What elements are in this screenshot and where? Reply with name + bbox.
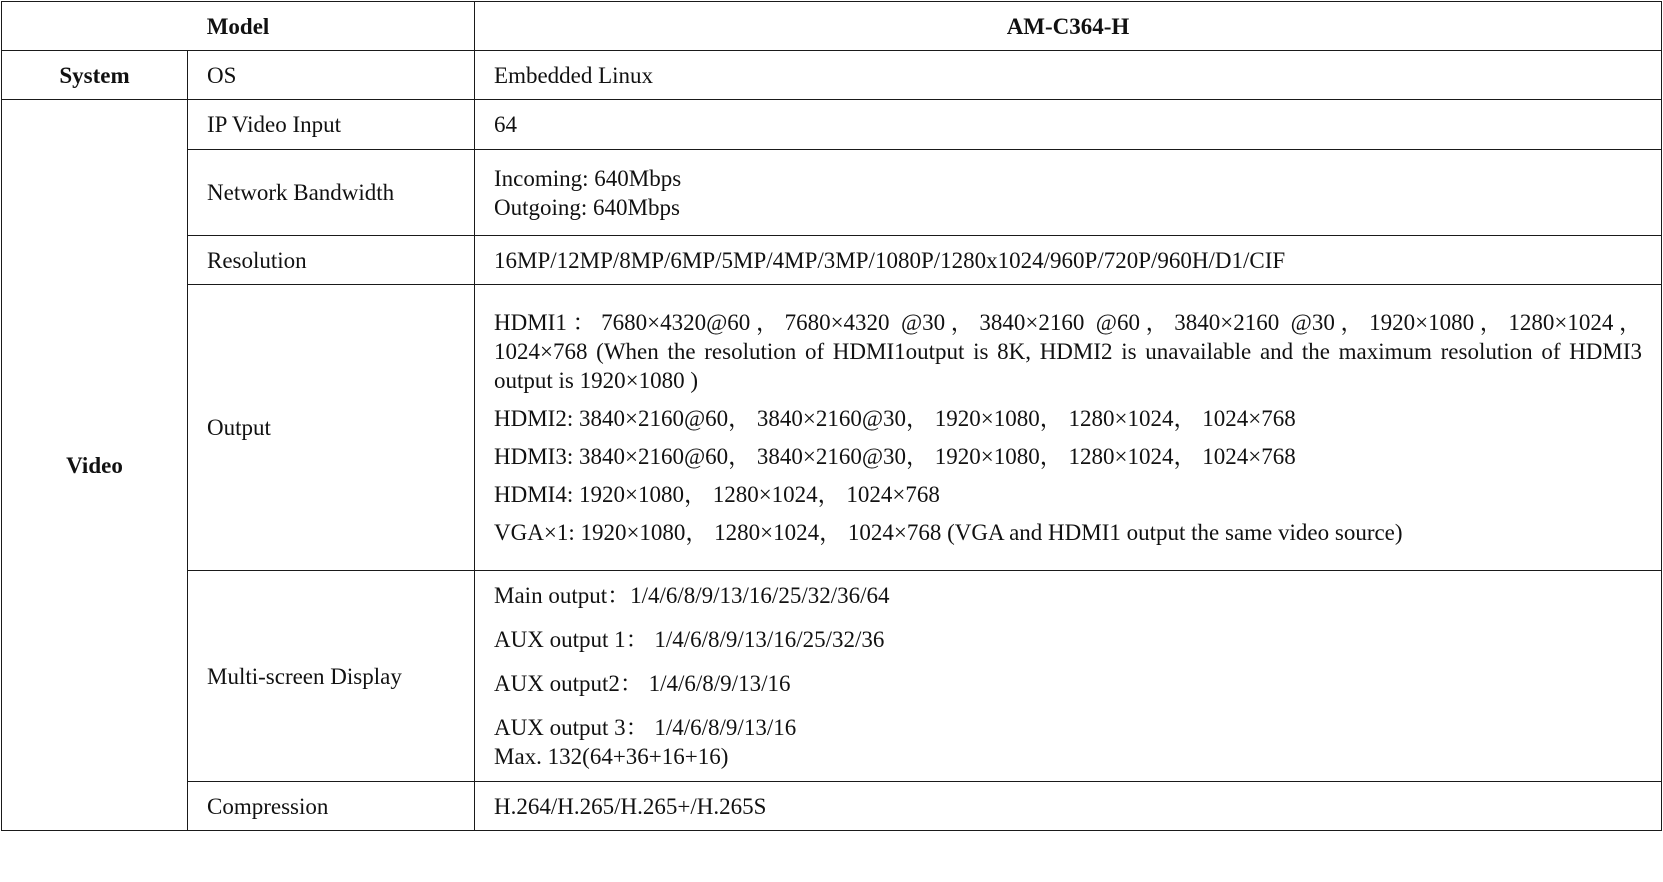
bandwidth-incoming: Incoming: 640Mbps (494, 165, 682, 191)
resolution-label-cell (188, 236, 475, 285)
compression-label-cell (188, 782, 475, 831)
video-category: Video (66, 452, 123, 478)
bandwidth-outgoing: Outgoing: 640Mbps (494, 194, 680, 220)
os-label-cell (188, 51, 475, 100)
multiscreen-aux2: AUX output2： 1/4/6/8/9/13/16 (494, 671, 791, 696)
multiscreen-aux3: AUX output 3： 1/4/6/8/9/13/16 (494, 715, 797, 740)
model-value-cell (475, 2, 1662, 51)
multiscreen-aux1: AUX output 1： 1/4/6/8/9/13/16/25/32/36 (494, 627, 885, 652)
ip-input-value-cell (475, 100, 1662, 150)
resolution-label: Resolution (207, 247, 307, 273)
output-row (2, 285, 1662, 571)
ip-input-label-cell (188, 100, 475, 150)
resolution-value: 16MP/12MP/8MP/6MP/5MP/4MP/3MP/1080P/1280x1024/960P/720P/960H/D1/CIF (494, 247, 1286, 273)
video-category-cell (2, 100, 188, 831)
multiscreen-row (2, 571, 1662, 782)
compression-value-cell (475, 782, 1662, 831)
compression-value: H.264/H.265/H.265+/H.265S (494, 793, 767, 819)
bandwidth-value-cell (475, 150, 1662, 236)
resolution-value-cell (475, 236, 1662, 285)
output-hdmi2: HDMI2: 3840×2160@60， 3840×2160@30， 1920×1080， 1280×1024， 1024×768 (494, 406, 1296, 431)
output-hdmi4: HDMI4: 1920×1080， 1280×1024， 1024×768 (494, 482, 940, 507)
ip-input-value: 64 (494, 112, 518, 137)
multiscreen-label: Multi-screen Display (207, 663, 402, 689)
output-label-cell (188, 285, 475, 571)
system-os-row (2, 51, 1662, 100)
os-label: OS (207, 62, 237, 88)
compression-label: Compression (207, 793, 329, 819)
model-label: Model (206, 13, 270, 39)
spec-table (1, 1, 1662, 831)
bandwidth-label: Network Bandwidth (207, 180, 395, 205)
model-label-cell (2, 2, 475, 51)
output-vga: VGA×1: 1920×1080， 1280×1024， 1024×768 (VGA and HDMI1 output the same video source) (494, 520, 1403, 545)
bandwidth-label-cell (188, 150, 475, 236)
os-value: Embedded Linux (494, 62, 654, 88)
multiscreen-value-cell (475, 571, 1662, 782)
output-hdmi3: HDMI3: 3840×2160@60， 3840×2160@30， 1920×1080， 1280×1024， 1024×768 (494, 444, 1296, 469)
system-category-cell (2, 51, 188, 100)
system-category: System (59, 62, 130, 88)
os-value-cell (475, 51, 1662, 100)
multiscreen-max: Max. 132(64+36+16+16) (494, 744, 729, 769)
header-row (2, 2, 1662, 51)
compression-row (2, 782, 1662, 831)
model-value: AM-C364-H (1006, 13, 1130, 39)
multiscreen-label-cell (188, 571, 475, 782)
output-label: Output (207, 415, 271, 440)
output-hdmi1: HDMI1：7680×4320@60，7680×4320 @30，3840×2160 @60，3840×2160 @30，1920×1080，1280×1024，1024×768 (When the resolution of HDMI1output is 8K, HDMI2 is unavailable and the maximum resolution of HDMI3 output is 1920×1080 ) (494, 310, 1643, 393)
multiscreen-main: Main output：1/4/6/8/9/13/16/25/32/36/64 (494, 583, 890, 608)
resolution-row (2, 236, 1662, 285)
bandwidth-row (2, 150, 1662, 236)
output-value-cell (475, 285, 1662, 571)
ip-input-label: IP Video Input (207, 112, 342, 137)
ip-video-input-row (2, 100, 1662, 150)
